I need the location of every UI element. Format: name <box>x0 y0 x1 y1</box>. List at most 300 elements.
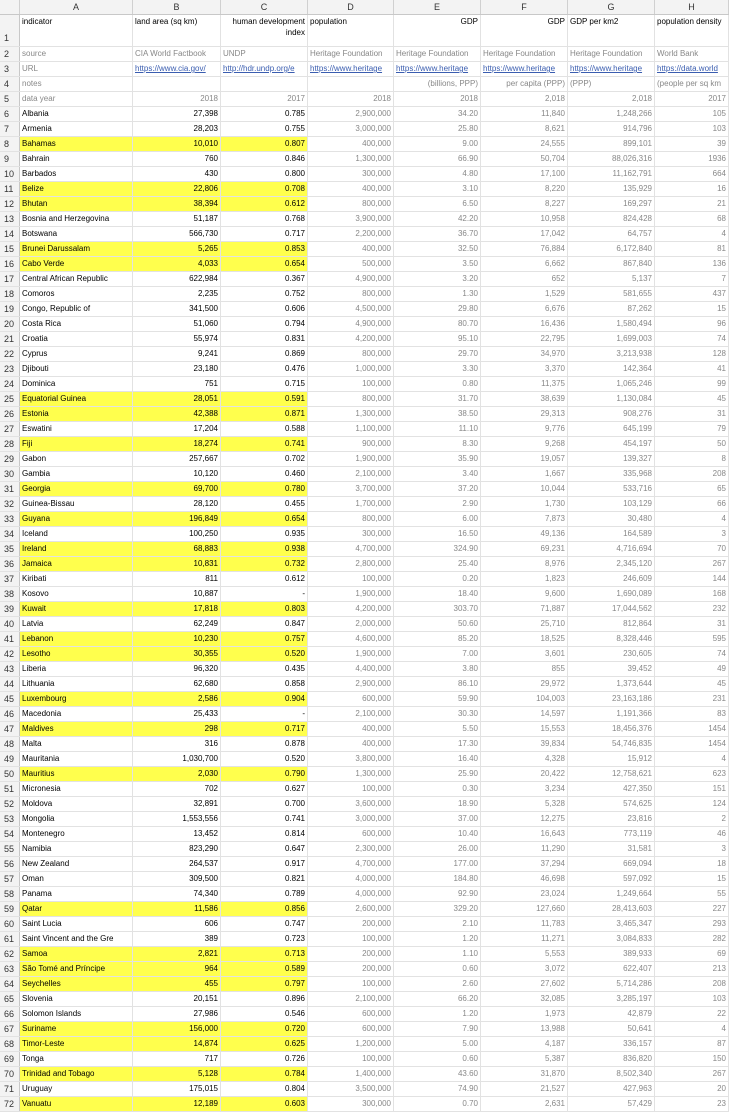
cell[interactable]: 0.896 <box>221 992 308 1006</box>
cell[interactable]: 0.917 <box>221 857 308 871</box>
cell[interactable]: 1,900,000 <box>308 587 394 601</box>
row-number[interactable]: 43 <box>0 662 20 676</box>
cell[interactable]: 74,340 <box>133 887 221 901</box>
row-number[interactable]: 65 <box>0 992 20 1006</box>
country-cell[interactable]: Panama <box>20 887 133 901</box>
cell[interactable]: 800,000 <box>308 287 394 301</box>
row-number[interactable]: 53 <box>0 812 20 826</box>
cell[interactable]: 16,643 <box>481 827 568 841</box>
row-number[interactable]: 31 <box>0 482 20 496</box>
cell[interactable]: 0.455 <box>221 497 308 511</box>
row-number[interactable]: 8 <box>0 137 20 151</box>
cell[interactable]: 10,958 <box>481 212 568 226</box>
country-cell[interactable]: Oman <box>20 872 133 886</box>
cell[interactable]: 335,968 <box>568 467 655 481</box>
cell[interactable]: 31,581 <box>568 842 655 856</box>
cell[interactable]: 156,000 <box>133 1022 221 1036</box>
cell[interactable]: 2018 <box>394 92 481 106</box>
cell[interactable]: 257,667 <box>133 452 221 466</box>
country-cell[interactable]: Belize <box>20 182 133 196</box>
cell[interactable]: 1,400,000 <box>308 1067 394 1081</box>
cell[interactable]: 1,300,000 <box>308 152 394 166</box>
row-number[interactable]: 69 <box>0 1052 20 1066</box>
cell[interactable]: 49 <box>655 662 729 676</box>
row-number[interactable]: 36 <box>0 557 20 571</box>
cell[interactable]: 3,000,000 <box>308 812 394 826</box>
cell[interactable]: 28,120 <box>133 497 221 511</box>
cell[interactable]: - <box>221 587 308 601</box>
cell[interactable]: 0.717 <box>221 227 308 241</box>
cell[interactable]: 177.00 <box>394 857 481 871</box>
cell[interactable]: 139,327 <box>568 452 655 466</box>
cell[interactable]: 88,026,316 <box>568 152 655 166</box>
cell[interactable]: 10.40 <box>394 827 481 841</box>
cell[interactable]: 1936 <box>655 152 729 166</box>
cell[interactable]: 17,044,562 <box>568 602 655 616</box>
cell[interactable]: 105 <box>655 107 729 121</box>
cell[interactable]: 231 <box>655 692 729 706</box>
cell[interactable]: 11,783 <box>481 917 568 931</box>
cell[interactable] <box>133 77 221 91</box>
row-number[interactable]: 66 <box>0 1007 20 1021</box>
cell[interactable]: 0.603 <box>221 1097 308 1111</box>
row-number[interactable]: 20 <box>0 317 20 331</box>
cell[interactable]: 54,746,835 <box>568 737 655 751</box>
cell[interactable]: GDP per km2 <box>568 15 655 46</box>
cell[interactable]: 227 <box>655 902 729 916</box>
country-cell[interactable]: Vanuatu <box>20 1097 133 1111</box>
cell[interactable]: 7 <box>655 272 729 286</box>
url-link[interactable]: https://www.heritage <box>308 62 394 76</box>
cell[interactable]: 1.20 <box>394 1007 481 1021</box>
cell[interactable]: 855 <box>481 662 568 676</box>
cell[interactable]: 2,300,000 <box>308 842 394 856</box>
country-cell[interactable]: Gambia <box>20 467 133 481</box>
cell[interactable]: 65 <box>655 482 729 496</box>
cell[interactable]: GDP <box>394 15 481 46</box>
cell[interactable]: 17,204 <box>133 422 221 436</box>
cell[interactable]: 2,018 <box>568 92 655 106</box>
cell[interactable]: 30,480 <box>568 512 655 526</box>
country-cell[interactable]: Latvia <box>20 617 133 631</box>
cell[interactable]: population density <box>655 15 729 46</box>
cell[interactable]: 0.647 <box>221 842 308 856</box>
cell[interactable]: 900,000 <box>308 437 394 451</box>
cell[interactable]: 1,000,000 <box>308 362 394 376</box>
cell[interactable]: 49,136 <box>481 527 568 541</box>
cell[interactable]: 0.784 <box>221 1067 308 1081</box>
cell[interactable]: 35.90 <box>394 452 481 466</box>
country-cell[interactable]: Lebanon <box>20 632 133 646</box>
cell[interactable]: 208 <box>655 977 729 991</box>
cell[interactable]: 5,714,286 <box>568 977 655 991</box>
country-cell[interactable]: Comoros <box>20 287 133 301</box>
column-header-a[interactable]: A <box>20 0 133 14</box>
cell[interactable]: 1.10 <box>394 947 481 961</box>
cell[interactable]: 3.80 <box>394 662 481 676</box>
cell[interactable]: 66.20 <box>394 992 481 1006</box>
cell[interactable]: 622,407 <box>568 962 655 976</box>
cell[interactable]: 200,000 <box>308 947 394 961</box>
row-number[interactable]: 19 <box>0 302 20 316</box>
country-cell[interactable]: Bhutan <box>20 197 133 211</box>
cell[interactable]: 8,227 <box>481 197 568 211</box>
cell[interactable]: 0.589 <box>221 962 308 976</box>
cell[interactable]: 282 <box>655 932 729 946</box>
row-number[interactable]: 60 <box>0 917 20 931</box>
cell[interactable]: 27,986 <box>133 1007 221 1021</box>
cell[interactable]: 9,776 <box>481 422 568 436</box>
cell[interactable]: 22,795 <box>481 332 568 346</box>
cell[interactable]: 0.520 <box>221 752 308 766</box>
cell[interactable]: 0.460 <box>221 467 308 481</box>
cell[interactable]: 2,235 <box>133 287 221 301</box>
cell[interactable]: 76,884 <box>481 242 568 256</box>
cell[interactable]: 2018 <box>133 92 221 106</box>
url-link[interactable]: http://hdr.undp.org/e <box>221 62 308 76</box>
row-number[interactable]: 52 <box>0 797 20 811</box>
row-number[interactable]: 41 <box>0 632 20 646</box>
cell[interactable]: 25.90 <box>394 767 481 781</box>
cell[interactable]: 4,716,694 <box>568 542 655 556</box>
cell[interactable]: 2,900,000 <box>308 107 394 121</box>
cell[interactable]: 1,300,000 <box>308 767 394 781</box>
cell[interactable]: 574,625 <box>568 797 655 811</box>
cell[interactable]: 34,970 <box>481 347 568 361</box>
cell[interactable]: 1454 <box>655 722 729 736</box>
cell[interactable]: Heritage Foundation <box>308 47 394 61</box>
cell[interactable]: 300,000 <box>308 527 394 541</box>
row-number[interactable]: 22 <box>0 347 20 361</box>
cell[interactable]: 14,874 <box>133 1037 221 1051</box>
cell[interactable]: Heritage Foundation <box>568 47 655 61</box>
row-number[interactable]: 40 <box>0 617 20 631</box>
row-number[interactable]: 15 <box>0 242 20 256</box>
cell[interactable]: 0.821 <box>221 872 308 886</box>
row-number[interactable]: 70 <box>0 1067 20 1081</box>
cell[interactable]: 1,100,000 <box>308 422 394 436</box>
cell[interactable]: 964 <box>133 962 221 976</box>
row-number[interactable]: 32 <box>0 497 20 511</box>
cell[interactable]: 5,137 <box>568 272 655 286</box>
cell[interactable]: 12,758,621 <box>568 767 655 781</box>
cell[interactable]: 15 <box>655 302 729 316</box>
cell[interactable]: 0.768 <box>221 212 308 226</box>
cell[interactable]: 400,000 <box>308 737 394 751</box>
cell[interactable]: data year <box>20 92 133 106</box>
cell[interactable]: 1,191,366 <box>568 707 655 721</box>
cell[interactable]: 50,704 <box>481 152 568 166</box>
cell[interactable]: 4,700,000 <box>308 542 394 556</box>
cell[interactable]: 0.713 <box>221 947 308 961</box>
cell[interactable]: 0.869 <box>221 347 308 361</box>
cell[interactable]: 0.741 <box>221 437 308 451</box>
country-cell[interactable]: Saint Vincent and the Gre <box>20 932 133 946</box>
cell[interactable]: 2017 <box>655 92 729 106</box>
cell[interactable]: 0.741 <box>221 812 308 826</box>
cell[interactable]: 38,394 <box>133 197 221 211</box>
cell[interactable]: 1,030,700 <box>133 752 221 766</box>
cell[interactable]: 100,000 <box>308 1052 394 1066</box>
country-cell[interactable]: Cyprus <box>20 347 133 361</box>
cell[interactable]: 3,900,000 <box>308 212 394 226</box>
column-header-d[interactable]: D <box>308 0 394 14</box>
cell[interactable]: 4,000,000 <box>308 872 394 886</box>
cell[interactable]: 39,834 <box>481 737 568 751</box>
cell[interactable]: 0.80 <box>394 377 481 391</box>
cell[interactable]: 2,030 <box>133 767 221 781</box>
country-cell[interactable]: Equatorial Guinea <box>20 392 133 406</box>
cell[interactable]: CIA World Factbook <box>133 47 221 61</box>
cell[interactable]: 200,000 <box>308 917 394 931</box>
row-number[interactable]: 72 <box>0 1097 20 1111</box>
cell[interactable]: 400,000 <box>308 242 394 256</box>
cell[interactable]: notes <box>20 77 133 91</box>
cell[interactable]: 25,433 <box>133 707 221 721</box>
cell[interactable]: 150 <box>655 1052 729 1066</box>
cell[interactable]: 3.50 <box>394 257 481 271</box>
cell[interactable]: 566,730 <box>133 227 221 241</box>
country-cell[interactable]: Timor-Leste <box>20 1037 133 1051</box>
cell[interactable]: 389,933 <box>568 947 655 961</box>
row-number[interactable]: 17 <box>0 272 20 286</box>
cell[interactable]: 4.80 <box>394 167 481 181</box>
cell[interactable]: 0.797 <box>221 977 308 991</box>
cell[interactable]: 0.702 <box>221 452 308 466</box>
cell[interactable]: (PPP) <box>568 77 655 91</box>
cell[interactable]: 11,290 <box>481 842 568 856</box>
cell[interactable]: 100,000 <box>308 782 394 796</box>
cell[interactable]: 50.60 <box>394 617 481 631</box>
cell[interactable]: 4 <box>655 1022 729 1036</box>
country-cell[interactable]: Jamaica <box>20 557 133 571</box>
cell[interactable]: 100,000 <box>308 377 394 391</box>
cell[interactable]: 0.785 <box>221 107 308 121</box>
cell[interactable]: 3.20 <box>394 272 481 286</box>
url-link[interactable]: https://www.heritage <box>394 62 481 76</box>
cell[interactable]: 0.803 <box>221 602 308 616</box>
row-number[interactable]: 45 <box>0 692 20 706</box>
cell[interactable]: 68,883 <box>133 542 221 556</box>
cell[interactable]: 96,320 <box>133 662 221 676</box>
row-number[interactable]: 28 <box>0 437 20 451</box>
row-number[interactable]: 59 <box>0 902 20 916</box>
cell[interactable]: 0.60 <box>394 1052 481 1066</box>
cell[interactable]: 2,200,000 <box>308 227 394 241</box>
cell[interactable]: 2.10 <box>394 917 481 931</box>
cell[interactable]: 14,597 <box>481 707 568 721</box>
cell[interactable]: 645,199 <box>568 422 655 436</box>
cell[interactable]: 3 <box>655 527 729 541</box>
cell[interactable]: 8.30 <box>394 437 481 451</box>
country-cell[interactable]: Malta <box>20 737 133 751</box>
cell[interactable]: 23,816 <box>568 812 655 826</box>
cell[interactable]: 0.717 <box>221 722 308 736</box>
cell[interactable]: 96 <box>655 317 729 331</box>
cell[interactable]: 16 <box>655 182 729 196</box>
cell[interactable]: 303.70 <box>394 602 481 616</box>
country-cell[interactable]: Congo, Republic of <box>20 302 133 316</box>
cell[interactable]: 316 <box>133 737 221 751</box>
cell[interactable]: UNDP <box>221 47 308 61</box>
cell[interactable]: 28,051 <box>133 392 221 406</box>
country-cell[interactable]: Botswana <box>20 227 133 241</box>
cell[interactable]: 823,290 <box>133 842 221 856</box>
cell[interactable]: 298 <box>133 722 221 736</box>
country-cell[interactable]: Central African Republic <box>20 272 133 286</box>
cell[interactable]: 184.80 <box>394 872 481 886</box>
country-cell[interactable]: Trinidad and Tobago <box>20 1067 133 1081</box>
cell[interactable]: 0.435 <box>221 662 308 676</box>
cell[interactable]: 3,084,833 <box>568 932 655 946</box>
cell[interactable]: 3,600,000 <box>308 797 394 811</box>
row-number[interactable]: 33 <box>0 512 20 526</box>
cell[interactable]: 0.546 <box>221 1007 308 1021</box>
row-number[interactable]: 58 <box>0 887 20 901</box>
cell[interactable]: 2,100,000 <box>308 467 394 481</box>
cell[interactable]: 12,189 <box>133 1097 221 1111</box>
cell[interactable]: 1,249,664 <box>568 887 655 901</box>
cell[interactable]: 652 <box>481 272 568 286</box>
cell[interactable]: 38,639 <box>481 392 568 406</box>
cell[interactable]: 151 <box>655 782 729 796</box>
cell[interactable]: 39,452 <box>568 662 655 676</box>
row-number[interactable]: 6 <box>0 107 20 121</box>
cell[interactable]: land area (sq km) <box>133 15 221 46</box>
row-number[interactable]: 1 <box>0 15 20 46</box>
cell[interactable]: 20,151 <box>133 992 221 1006</box>
cell[interactable]: 21 <box>655 197 729 211</box>
cell[interactable]: 800,000 <box>308 197 394 211</box>
cell[interactable]: 100,000 <box>308 977 394 991</box>
cell[interactable]: 1,580,494 <box>568 317 655 331</box>
row-number[interactable]: 35 <box>0 542 20 556</box>
country-cell[interactable]: Estonia <box>20 407 133 421</box>
cell[interactable]: 17.30 <box>394 737 481 751</box>
cell[interactable]: 533,716 <box>568 482 655 496</box>
cell[interactable]: 42.20 <box>394 212 481 226</box>
cell[interactable]: 3 <box>655 842 729 856</box>
cell[interactable]: 267 <box>655 1067 729 1081</box>
cell[interactable]: 29.70 <box>394 347 481 361</box>
cell[interactable]: 29,972 <box>481 677 568 691</box>
cell[interactable]: 2.60 <box>394 977 481 991</box>
country-cell[interactable]: Fiji <box>20 437 133 451</box>
country-cell[interactable]: Barbados <box>20 167 133 181</box>
cell[interactable]: 867,840 <box>568 257 655 271</box>
cell[interactable]: 0.794 <box>221 317 308 331</box>
cell[interactable]: 0.625 <box>221 1037 308 1051</box>
column-header-f[interactable]: F <box>481 0 568 14</box>
cell[interactable]: 38.50 <box>394 407 481 421</box>
url-link[interactable]: https://www.heritage <box>568 62 655 76</box>
cell[interactable]: 0.700 <box>221 797 308 811</box>
row-number[interactable]: 64 <box>0 977 20 991</box>
cell[interactable]: 0.30 <box>394 782 481 796</box>
cell[interactable]: 31 <box>655 617 729 631</box>
cell[interactable]: 300,000 <box>308 1097 394 1111</box>
cell[interactable]: 74 <box>655 332 729 346</box>
row-number[interactable]: 67 <box>0 1022 20 1036</box>
cell[interactable]: 232 <box>655 602 729 616</box>
cell[interactable]: 2.90 <box>394 497 481 511</box>
cell[interactable]: 17,100 <box>481 167 568 181</box>
cell[interactable]: 18.40 <box>394 587 481 601</box>
cell[interactable]: 8,621 <box>481 122 568 136</box>
row-number[interactable]: 11 <box>0 182 20 196</box>
cell[interactable]: 3.40 <box>394 467 481 481</box>
cell[interactable]: 246,609 <box>568 572 655 586</box>
row-number[interactable]: 18 <box>0 287 20 301</box>
cell[interactable]: 11,271 <box>481 932 568 946</box>
cell[interactable]: 9,241 <box>133 347 221 361</box>
cell[interactable]: 3,213,938 <box>568 347 655 361</box>
cell[interactable]: 1.30 <box>394 287 481 301</box>
cell[interactable]: 9,268 <box>481 437 568 451</box>
cell[interactable]: 7,873 <box>481 512 568 526</box>
cell[interactable]: 16.40 <box>394 752 481 766</box>
cell[interactable]: - <box>221 707 308 721</box>
country-cell[interactable]: Mauritius <box>20 767 133 781</box>
cell[interactable]: 22 <box>655 1007 729 1021</box>
cell[interactable]: 5,553 <box>481 947 568 961</box>
cell[interactable]: 5.00 <box>394 1037 481 1051</box>
cell[interactable]: 2017 <box>221 92 308 106</box>
country-cell[interactable]: Suriname <box>20 1022 133 1036</box>
cell[interactable]: 3,465,347 <box>568 917 655 931</box>
cell[interactable]: 336,157 <box>568 1037 655 1051</box>
country-cell[interactable]: Guinea-Bissau <box>20 497 133 511</box>
cell[interactable]: 595 <box>655 632 729 646</box>
cell[interactable]: 42,879 <box>568 1007 655 1021</box>
cell[interactable]: 27,398 <box>133 107 221 121</box>
cell[interactable]: 1,200,000 <box>308 1037 394 1051</box>
cell[interactable]: 2 <box>655 812 729 826</box>
column-header-e[interactable]: E <box>394 0 481 14</box>
cell[interactable]: 908,276 <box>568 407 655 421</box>
cell[interactable]: 300,000 <box>308 167 394 181</box>
row-number[interactable]: 7 <box>0 122 20 136</box>
cell[interactable]: 64,757 <box>568 227 655 241</box>
country-cell[interactable]: Moldova <box>20 797 133 811</box>
row-number[interactable]: 57 <box>0 872 20 886</box>
country-cell[interactable]: Slovenia <box>20 992 133 1006</box>
cell[interactable]: 74 <box>655 647 729 661</box>
cell[interactable]: 0.723 <box>221 932 308 946</box>
cell[interactable]: 8,502,340 <box>568 1067 655 1081</box>
cell[interactable]: 22,806 <box>133 182 221 196</box>
cell[interactable]: 5,265 <box>133 242 221 256</box>
cell[interactable]: 16.50 <box>394 527 481 541</box>
cell[interactable]: 1,300,000 <box>308 407 394 421</box>
cell[interactable]: 597,092 <box>568 872 655 886</box>
row-number[interactable]: 23 <box>0 362 20 376</box>
cell[interactable]: 3,285,197 <box>568 992 655 1006</box>
cell[interactable]: 0.853 <box>221 242 308 256</box>
cell[interactable]: 1,973 <box>481 1007 568 1021</box>
cell[interactable]: 800,000 <box>308 347 394 361</box>
country-cell[interactable]: Iceland <box>20 527 133 541</box>
cell[interactable]: 18 <box>655 857 729 871</box>
cell[interactable]: 8,328,446 <box>568 632 655 646</box>
cell[interactable]: 0.654 <box>221 512 308 526</box>
cell[interactable]: 87 <box>655 1037 729 1051</box>
cell[interactable]: 103,129 <box>568 497 655 511</box>
cell[interactable]: 175,015 <box>133 1082 221 1096</box>
cell[interactable]: 1,823 <box>481 572 568 586</box>
cell[interactable]: 811 <box>133 572 221 586</box>
country-cell[interactable]: Luxembourg <box>20 692 133 706</box>
